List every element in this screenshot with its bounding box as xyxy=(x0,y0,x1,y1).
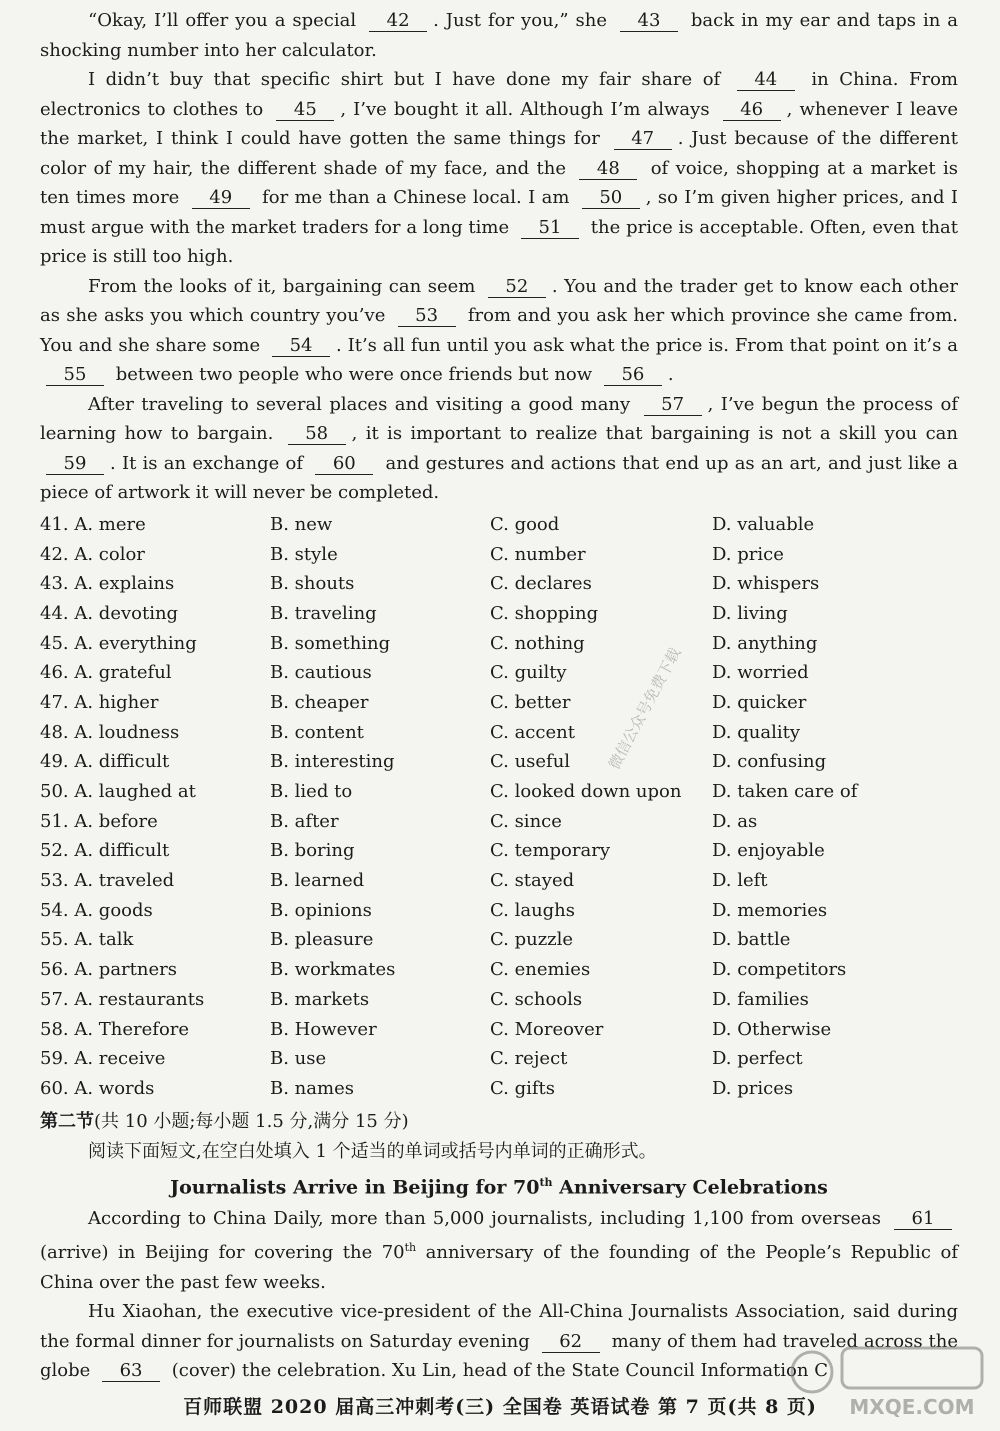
option-choice: 46. A. grateful xyxy=(40,662,172,684)
option-choice: B. markets xyxy=(270,988,370,1010)
option-choice: C. enemies xyxy=(490,959,591,981)
blank-62: 62 xyxy=(542,1331,600,1353)
option-row xyxy=(40,539,958,569)
exam-page xyxy=(40,0,958,1386)
option-row xyxy=(40,658,958,688)
blank-46: 46 xyxy=(723,99,781,121)
option-choice: C. shopping xyxy=(490,602,599,624)
option-row xyxy=(40,688,958,718)
passage-paragraph-1: “Okay, I’ll offer you a special 42 . Just for you,” she 43 back in my ear and taps in a shocking number into her calculator. xyxy=(40,10,959,61)
option-choice: D. left xyxy=(712,870,768,892)
blank-60: 60 xyxy=(315,453,373,475)
option-choice: 45. A. everything xyxy=(40,632,197,654)
option-choice: D. quality xyxy=(712,721,800,743)
watermark-text: 微信公众号免费下载 xyxy=(605,644,685,773)
blank-59: 59 xyxy=(46,453,104,475)
blank-48: 48 xyxy=(579,158,637,180)
option-choice: C. guilty xyxy=(490,662,567,684)
option-choice: B. boring xyxy=(270,840,355,862)
option-choice: 48. A. loudness xyxy=(40,721,180,743)
option-choice: 43. A. explains xyxy=(40,573,175,595)
option-choice: C. since xyxy=(490,810,562,832)
option-choice: C. declares xyxy=(490,573,592,595)
blank-51: 51 xyxy=(521,217,579,239)
answer-options xyxy=(40,510,958,1104)
option-choice: 59. A. receive xyxy=(40,1048,166,1070)
option-choice: D. living xyxy=(712,602,788,624)
blank-45: 45 xyxy=(276,99,334,121)
option-choice: 55. A. talk xyxy=(40,929,134,951)
option-row xyxy=(40,925,958,955)
option-choice: 60. A. words xyxy=(40,1077,155,1099)
option-choice: D. competitors xyxy=(712,959,847,981)
blank-47: 47 xyxy=(614,128,672,150)
option-choice: 42. A. color xyxy=(40,543,145,565)
article-paragraph-2: Hu Xiaohan, the executive vice-president of the All-China Journalists Association, said during the formal dinner for journalists on Saturday evening 62 many of them had traveled across the globe 63 (cover) the celebration. Xu Lin, head of the State Council Information C xyxy=(40,1301,958,1382)
option-choice: B. new xyxy=(270,513,333,535)
option-choice: C. gifts xyxy=(490,1077,555,1099)
svg-text:MXQE.COM: MXQE.COM xyxy=(849,1395,975,1419)
option-choice: C. number xyxy=(490,543,586,565)
section-heading: 第二节(共 10 小题;每小题 1.5 分,满分 15 分) xyxy=(40,1111,409,1133)
option-choice: 49. A. difficult xyxy=(40,751,170,773)
option-choice: D. whispers xyxy=(712,573,820,595)
option-choice: 51. A. before xyxy=(40,810,158,832)
option-choice: B. cheaper xyxy=(270,691,369,713)
option-choice: 58. A. Therefore xyxy=(40,1018,190,1040)
option-choice: C. schools xyxy=(490,988,583,1010)
option-choice: C. stayed xyxy=(490,870,575,892)
option-choice: B. learned xyxy=(270,870,365,892)
option-choice: 50. A. laughed at xyxy=(40,781,196,803)
option-choice: C. better xyxy=(490,691,571,713)
option-row xyxy=(40,747,958,777)
option-choice: D. valuable xyxy=(712,513,815,535)
option-row xyxy=(40,806,958,836)
section-instruction: 阅读下面短文,在空白处填入 1 个适当的单词或括号内单词的正确形式。 xyxy=(88,1141,657,1163)
blank-52: 52 xyxy=(488,276,546,298)
blank-58: 58 xyxy=(288,423,346,445)
option-choice: D. Otherwise xyxy=(712,1018,832,1040)
blank-54: 54 xyxy=(272,335,330,357)
option-choice: D. anything xyxy=(712,632,818,654)
option-row xyxy=(40,895,958,925)
option-choice: D. as xyxy=(712,810,758,832)
option-choice: C. useful xyxy=(490,751,571,773)
option-choice: 47. A. higher xyxy=(40,691,159,713)
option-choice: 57. A. restaurants xyxy=(40,988,205,1010)
option-choice: D. families xyxy=(712,988,809,1010)
option-choice: D. prices xyxy=(712,1077,794,1099)
option-choice: B. after xyxy=(270,810,339,832)
option-choice: D. confusing xyxy=(712,751,827,773)
option-choice: 44. A. devoting xyxy=(40,602,179,624)
option-row xyxy=(40,628,958,658)
option-row xyxy=(40,866,958,896)
option-row xyxy=(40,836,958,866)
option-choice: B. use xyxy=(270,1048,327,1070)
blank-49: 49 xyxy=(192,187,250,209)
blank-50: 50 xyxy=(582,187,640,209)
option-choice: C. temporary xyxy=(490,840,610,862)
option-choice: D. taken care of xyxy=(712,781,858,803)
option-choice: B. However xyxy=(270,1018,377,1040)
blank-56: 56 xyxy=(604,364,662,386)
page-footer: 百师联盟 2020 届高三冲刺考(三) 全国卷 英语试卷 第 7 页(共 8 页) xyxy=(183,1396,817,1418)
option-choice: D. price xyxy=(712,543,784,565)
blank-63: 63 xyxy=(102,1360,160,1382)
option-row xyxy=(40,717,958,747)
passage-paragraph-4: After traveling to several places and visiting a good many 57 , I’ve begun the process of learning how to bargain. 58 , it is important to realize that bargaining is not a skill you can 59 . It is an exchange of 60 and gestures and actions that end up as an art, and just like a piece of artwork it will never be completed. xyxy=(40,393,959,503)
option-choice: B. workmates xyxy=(270,959,396,981)
option-choice: D. battle xyxy=(712,929,791,951)
option-choice: D. memories xyxy=(712,899,828,921)
option-row xyxy=(40,1074,958,1104)
option-row xyxy=(40,985,958,1015)
option-row xyxy=(40,955,958,985)
option-choice: D. quicker xyxy=(712,691,807,713)
option-choice: C. accent xyxy=(490,721,575,743)
option-choice: 41. A. mere xyxy=(40,513,146,535)
blank-61: 61 xyxy=(894,1208,952,1230)
option-choice: C. nothing xyxy=(490,632,585,654)
option-choice: B. pleasure xyxy=(270,929,374,951)
option-row xyxy=(40,599,958,629)
article-title: Journalists Arrive in Beijing for 70th Anniversary Celebrations xyxy=(170,1176,828,1199)
option-choice: B. style xyxy=(270,543,338,565)
option-choice: D. perfect xyxy=(712,1048,803,1070)
option-row xyxy=(40,777,958,807)
option-choice: C. puzzle xyxy=(490,929,574,951)
option-choice: 54. A. goods xyxy=(40,899,153,921)
option-row xyxy=(40,1014,958,1044)
option-choice: B. names xyxy=(270,1077,354,1099)
option-row xyxy=(40,569,958,599)
article-paragraph-1: According to China Daily, more than 5,000 journalists, including 1,100 from overseas 61 (arrive) in Beijing for covering the 70th anniversary of the founding of the People’s Republic of China over the past few weeks. xyxy=(40,1207,958,1293)
option-choice: B. traveling xyxy=(270,602,377,624)
option-choice: D. worried xyxy=(712,662,809,684)
option-choice: B. shouts xyxy=(270,573,355,595)
passage-paragraph-3: From the looks of it, bargaining can seem 52 . You and the trader get to know each other as she asks you which country you’ve 53 from and you ask her which province she came from. You and she share some 54 . It’s all fun until you ask what the price is. From that point on it’s a 55 between two people who were once friends but now 56 . xyxy=(40,275,959,385)
option-row xyxy=(40,1044,958,1074)
option-choice: 53. A. traveled xyxy=(40,870,175,892)
option-choice: C. reject xyxy=(490,1048,568,1070)
option-choice: B. something xyxy=(270,632,391,654)
option-choice: B. opinions xyxy=(270,899,372,921)
option-choice: B. interesting xyxy=(270,751,395,773)
option-choice: C. good xyxy=(490,513,560,535)
blank-42: 42 xyxy=(369,10,427,32)
option-choice: 56. A. partners xyxy=(40,959,177,981)
option-choice: C. looked down upon xyxy=(490,781,682,803)
blank-57: 57 xyxy=(644,394,702,416)
option-row xyxy=(40,510,958,540)
passage-paragraph-2: I didn’t buy that specific shirt but I have done my fair share of 44 in China. From electronics to clothes to 45 , I’ve bought it all. Although I’m always 46 , whenever I leave the market, I think I could have gotten the same things for 47 . Just because of the different color of my hair, the different shade of my face, and the 48 of voice, shopping at a market is ten times more 49 for me than a Chinese local. I am 50 , so I’m given higher prices, and I must argue with the market traders for a long time 51 the price is acceptable. Often, even that price is still too high. xyxy=(40,69,959,267)
option-choice: C. laughs xyxy=(490,899,576,921)
option-choice: C. Moreover xyxy=(490,1018,604,1040)
option-choice: D. enjoyable xyxy=(712,840,825,862)
blank-44: 44 xyxy=(737,69,795,91)
option-choice: B. cautious xyxy=(270,662,372,684)
option-choice: B. lied to xyxy=(270,781,353,803)
blank-55: 55 xyxy=(46,364,104,386)
blank-43: 43 xyxy=(620,10,678,32)
option-choice: B. content xyxy=(270,721,364,743)
option-choice: 52. A. difficult xyxy=(40,840,170,862)
blank-53: 53 xyxy=(398,305,456,327)
